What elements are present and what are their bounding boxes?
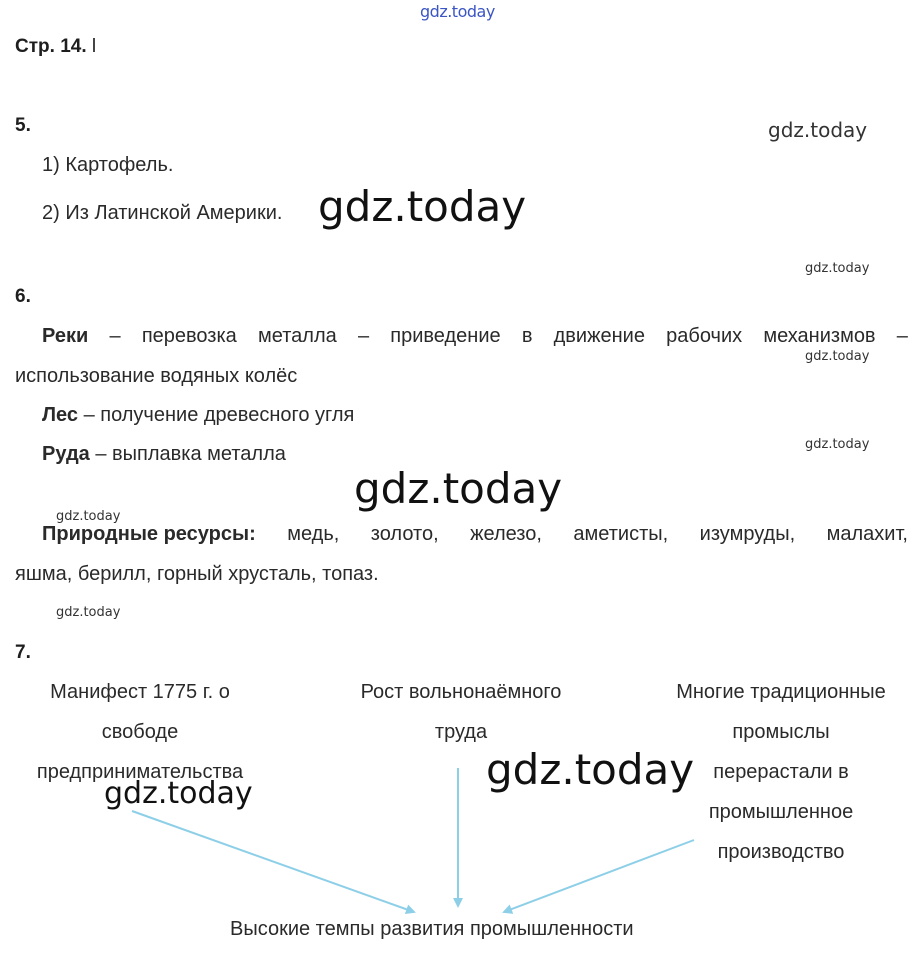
- rivers-word: –: [896, 325, 908, 347]
- resources-word: малахит,: [826, 523, 908, 545]
- arrow-from-manifesto: [132, 811, 414, 912]
- watermark-small-5: gdz.today: [56, 605, 121, 620]
- rivers-word: –: [109, 325, 121, 347]
- cause-crafts-line: Многие традиционные: [676, 681, 886, 703]
- watermark-small-3: gdz.today: [805, 437, 870, 452]
- q5-answer-1: 1) Картофель.: [42, 154, 174, 176]
- ore-text: – выплавка металла: [89, 443, 286, 465]
- cause-crafts-line: перерастали в: [713, 761, 849, 783]
- rivers-word: –: [357, 325, 370, 347]
- arrow-from-crafts: [504, 840, 694, 912]
- question-6-number: 6.: [15, 286, 31, 307]
- question-7-number: 7.: [15, 642, 31, 663]
- watermark-q5-right: gdz.today: [768, 118, 868, 142]
- cause-crafts-line: промышленное: [708, 801, 854, 823]
- resources-label: Природные ресурсы:: [42, 523, 256, 545]
- rivers-word: рабочих: [666, 325, 743, 347]
- cause-hired-labor-line: труда: [434, 721, 488, 743]
- q5-answer-2: 2) Из Латинской Америки.: [42, 202, 283, 224]
- resources-line-2: яшма, берилл, горный хрусталь, топаз.: [15, 563, 379, 585]
- rivers-word: в: [521, 325, 533, 347]
- ore-label: Руда: [42, 443, 90, 465]
- resources-word: золото,: [370, 523, 439, 545]
- watermark-q5-large: gdz.today: [318, 182, 527, 231]
- question-5-number: 5.: [15, 115, 31, 136]
- watermark-small-1: gdz.today: [805, 261, 870, 276]
- watermark-q7-large: gdz.today: [486, 745, 695, 794]
- resources-word: медь,: [287, 523, 340, 545]
- rivers-word: движение: [553, 325, 645, 347]
- result-text: Высокие темпы развития промышленности: [230, 918, 634, 940]
- cause-crafts-line: производство: [717, 841, 845, 863]
- rivers-word: приведение: [390, 325, 501, 347]
- cause-manifesto-line: Манифест 1775 г. о: [50, 681, 230, 703]
- page-title-text: Стр. 14.: [15, 36, 92, 57]
- text-cursor: l: [91, 36, 97, 57]
- watermark-top: gdz.today: [420, 2, 495, 21]
- resources-word: изумруды,: [699, 523, 796, 545]
- cause-manifesto-line: свободе: [101, 721, 179, 743]
- watermark-small-2: gdz.today: [805, 349, 870, 364]
- resources-word: железо,: [470, 523, 542, 545]
- cause-hired-labor-line: Рост вольнонаёмного: [360, 681, 562, 703]
- cause-crafts-line: промыслы: [732, 721, 830, 743]
- rivers-word: перевозка: [141, 325, 237, 347]
- watermark-q6-large: gdz.today: [354, 464, 563, 513]
- rivers-word: металла: [258, 325, 337, 347]
- watermark-q7-medium: gdz.today: [104, 776, 253, 811]
- rivers-line-2: использование водяных колёс: [15, 365, 298, 387]
- resources-word: аметисты,: [573, 523, 669, 545]
- forest-text: – получение древесного угля: [78, 404, 355, 426]
- watermark-small-4: gdz.today: [56, 509, 121, 524]
- cause-manifesto-line: предпринимательства: [36, 761, 244, 783]
- rivers-label: Реки: [42, 325, 89, 347]
- forest-label: Лес: [42, 404, 79, 426]
- rivers-word: механизмов: [763, 325, 876, 347]
